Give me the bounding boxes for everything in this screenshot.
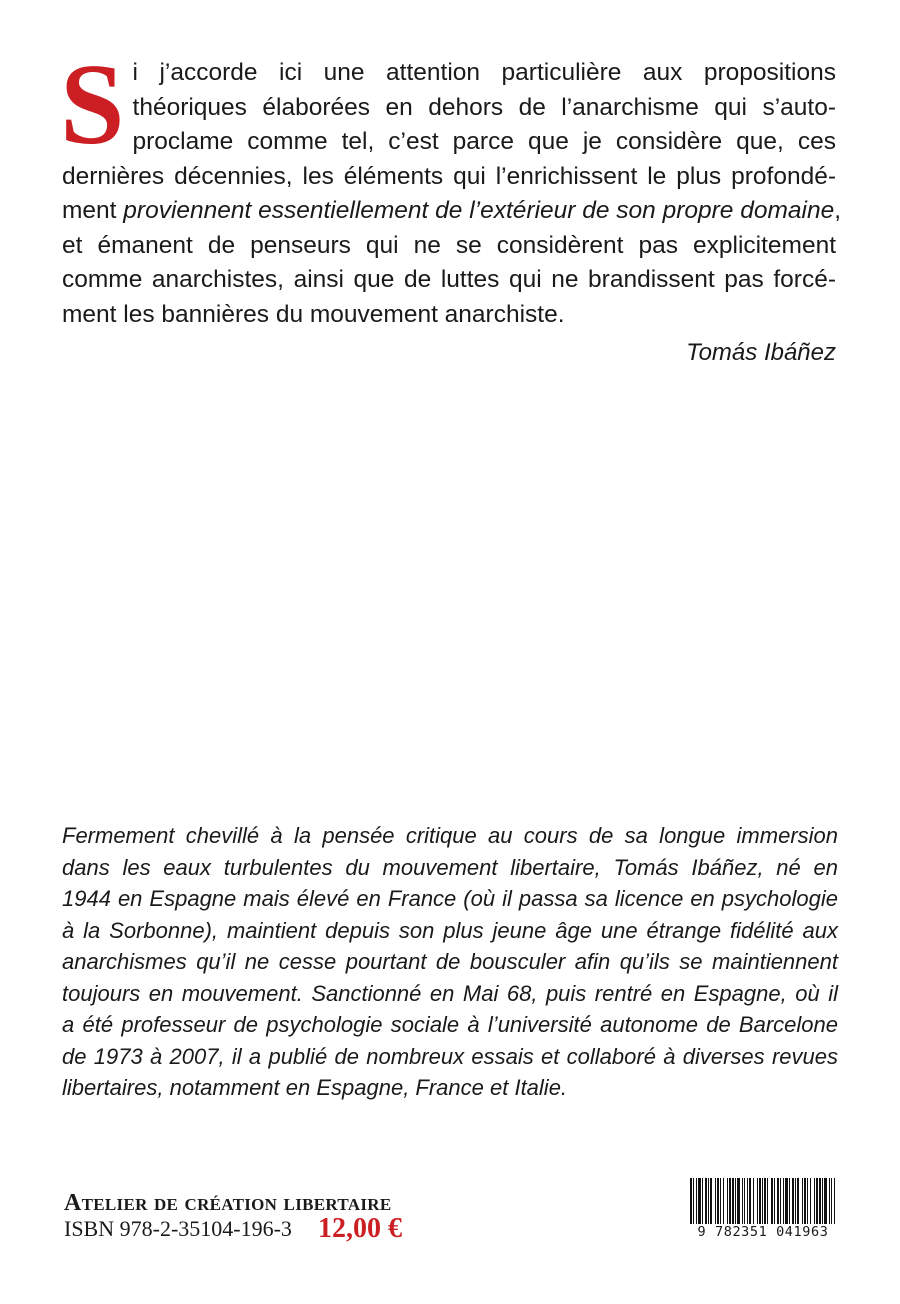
barcode-bar bbox=[767, 1178, 768, 1224]
quote-italic-phrase: proviennent essentiellement de l’extérieur de son propre domaine bbox=[123, 197, 835, 224]
quote-block bbox=[60, 41, 842, 332]
barcode-bar bbox=[742, 1178, 743, 1224]
barcode-bar bbox=[771, 1178, 773, 1224]
barcode-bar bbox=[797, 1178, 799, 1224]
bio-line: toujours en mouvement. Sanctionné en Mai 68, puis rentré en Espagne, où il bbox=[62, 980, 838, 1006]
bio-line: 1944 en Espagne mais élevé en France (où il passa sa licence en psychologie bbox=[62, 886, 838, 911]
quote-line-prefix: ment bbox=[62, 197, 124, 224]
barcode-bar bbox=[732, 1178, 734, 1224]
quote-line: et émanent de penseurs qui ne se considèrent pas explicitement bbox=[62, 231, 836, 259]
barcode-bar bbox=[785, 1178, 788, 1224]
barcode-bar bbox=[690, 1178, 692, 1224]
bio-line: à la Sorbonne), maintient depuis son plus jeune âge une étrange fidélité aux bbox=[62, 917, 838, 943]
barcode-bar bbox=[705, 1178, 707, 1224]
barcode-bar bbox=[708, 1178, 709, 1224]
bio-line: Fermement chevillé à la pensée critique au cours de sa longue immersion bbox=[62, 823, 838, 848]
barcode-bar bbox=[753, 1178, 754, 1224]
quote-line: ment les bannières du mouvement anarchiste. bbox=[62, 300, 565, 328]
bio-line: libertaires, notamment en Espagne, France et Italie. bbox=[62, 1075, 568, 1100]
barcode-bar bbox=[764, 1178, 766, 1224]
barcode-bar bbox=[807, 1178, 808, 1224]
barcode-bar bbox=[747, 1178, 748, 1224]
bio-line: anarchismes qu’il ne cesse pourtant de bousculer afin qu’ils se maintiennent bbox=[62, 949, 838, 974]
barcode-bar bbox=[819, 1178, 821, 1224]
barcode-bar bbox=[795, 1178, 796, 1224]
quote-line: dernières décennies, les éléments qui l’enrichissent le plus profondé- bbox=[62, 162, 836, 190]
barcode-bar bbox=[757, 1178, 758, 1224]
barcode-bar bbox=[693, 1178, 694, 1224]
barcode-bar bbox=[717, 1178, 719, 1224]
bio-line: a été professeur de psychologie sociale à l’université autonome de Barcelone bbox=[62, 1012, 838, 1037]
drop-cap: S bbox=[60, 41, 125, 169]
barcode-bar bbox=[774, 1178, 775, 1224]
barcode-bar bbox=[816, 1178, 818, 1224]
publisher-name: Atelier de création libertaire bbox=[64, 1190, 392, 1216]
barcode-bar bbox=[780, 1178, 781, 1224]
quote-line-italic bbox=[62, 194, 842, 229]
barcode-bar bbox=[810, 1178, 811, 1224]
barcode-bar bbox=[715, 1178, 716, 1224]
barcode-bar bbox=[744, 1178, 745, 1224]
quote-line: i j’accorde ici une attention particulière aux propositions bbox=[132, 59, 836, 86]
barcode-bar bbox=[749, 1178, 751, 1224]
barcode-bar bbox=[822, 1178, 823, 1224]
barcode-bar bbox=[727, 1178, 728, 1224]
barcode-bar bbox=[696, 1178, 697, 1224]
author-bio bbox=[62, 820, 838, 1104]
barcode-bar bbox=[802, 1178, 803, 1224]
barcode-bar bbox=[789, 1178, 790, 1224]
barcode-bar bbox=[824, 1178, 827, 1224]
isbn: ISBN 978-2-35104-196-3 bbox=[64, 1216, 292, 1241]
barcode-bar bbox=[737, 1178, 740, 1224]
quote-line-suffix: , bbox=[834, 197, 842, 224]
barcode-bar bbox=[710, 1178, 712, 1224]
barcode-bar bbox=[804, 1178, 806, 1224]
barcode-bar bbox=[735, 1178, 736, 1224]
barcode-bar bbox=[762, 1178, 763, 1224]
barcode-bar bbox=[698, 1178, 701, 1224]
barcode-bar bbox=[834, 1178, 835, 1224]
bio-line: de 1973 à 2007, il a publié de nombreux essais et collaboré à diverses revues bbox=[62, 1043, 838, 1069]
barcode-bars bbox=[688, 1178, 838, 1224]
barcode-bar bbox=[792, 1178, 794, 1224]
quote-line: proclame comme tel, c’est parce que je considère que, ces bbox=[132, 128, 836, 155]
bio-line: dans les eaux turbulentes du mouvement libertaire, Tomás Ibáñez, né en bbox=[62, 854, 838, 880]
barcode-bar bbox=[831, 1178, 832, 1224]
barcode-digits: 9 782351 041963 bbox=[697, 1224, 829, 1240]
barcode-bar bbox=[759, 1178, 761, 1224]
barcode-bar bbox=[829, 1178, 830, 1224]
barcode-bar bbox=[720, 1178, 721, 1224]
barcode-bar bbox=[723, 1178, 724, 1224]
barcode-bar bbox=[814, 1178, 815, 1224]
quote-attribution: Tomás Ibáñez bbox=[686, 339, 836, 366]
barcode-bar bbox=[777, 1178, 779, 1224]
barcode-bar bbox=[729, 1178, 731, 1224]
quote-line: comme anarchistes, ainsi que de luttes qui ne brandissent pas forcé- bbox=[62, 266, 836, 293]
quote-line: théoriques élaborées en dehors de l’anarchisme qui s’auto- bbox=[132, 93, 836, 121]
price: 12,00 € bbox=[318, 1213, 402, 1244]
barcode-bar bbox=[702, 1178, 703, 1224]
barcode-bar bbox=[783, 1178, 784, 1224]
